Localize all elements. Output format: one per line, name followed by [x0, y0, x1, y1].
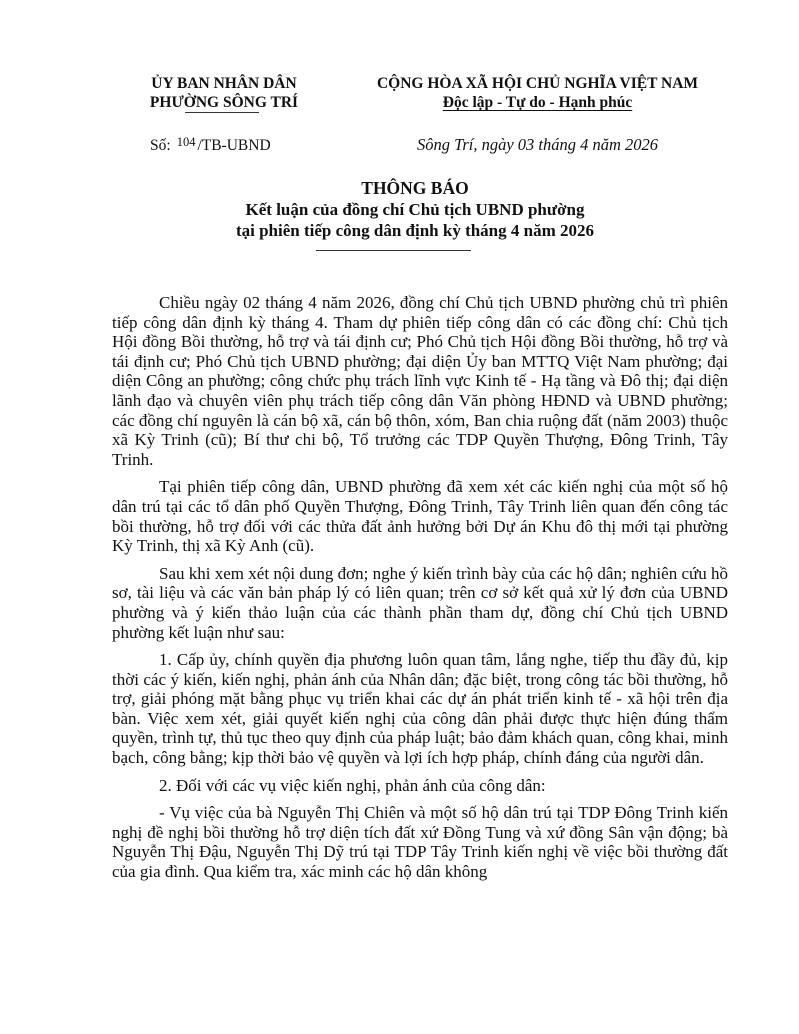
- agency-underline: [185, 112, 259, 113]
- title-line-3: tại phiên tiếp công dân định kỳ tháng 4 năm 2026: [235, 221, 595, 240]
- nation-motto: Độc lập - Tự do - Hạnh phúc: [442, 94, 633, 111]
- title-line-2: Kết luận của đồng chí Chủ tịch UBND phường: [245, 200, 585, 219]
- issuing-agency: [118, 74, 330, 112]
- title-underline: [316, 250, 471, 251]
- paragraph: Sau khi xem xét nội dung đơn; nghe ý kiến trình bày của các hộ dân; nghiên cứu hồ sơ, tài liệu và các văn bản pháp lý có liên quan; trên cơ sở kết quả xử lý đơn của UBND phường và ý kiến thảo luận của các thành phần tham dự, đồng chí Chủ tịch UBND phường kết luận như sau:: [112, 563, 728, 642]
- document-body: [112, 293, 728, 890]
- nation-title: CỘNG HÒA XÃ HỘI CHỦ NGHĨA VIỆT NAM: [376, 75, 699, 92]
- number-suffix: /TB-UBND: [197, 137, 271, 154]
- number-value: 104: [176, 135, 196, 149]
- document-number: [150, 135, 271, 155]
- document-title: [100, 178, 730, 241]
- agency-line-2: PHƯỜNG SÔNG TRÍ: [149, 94, 299, 111]
- national-header: [345, 74, 730, 112]
- place-date: Sông Trí, ngày 03 tháng 4 năm 2026: [416, 135, 659, 154]
- paragraph: 1. Cấp ủy, chính quyền địa phương luôn quan tâm, lắng nghe, tiếp thu đầy đủ, kịp thời các ý kiến, kiến nghị, phản ánh của Nhân dân; đặc biệt, trong công tác bồi thường, hỗ trợ, giải phóng mặt bằng phục vụ triển khai các dự án phát triển kinh tế - xã hội trên địa bàn. Việc xem xét, giải quyết kiến nghị của công dân phải được thực hiện đúng thẩm quyền, trình tự, thủ tục theo quy định của pháp luật; bảo đảm khách quan, công khai, minh bạch, công bằng; kịp thời bảo vệ quyền và lợi ích hợp pháp, chính đáng của người dân.: [112, 650, 728, 768]
- paragraph: - Vụ việc của bà Nguyễn Thị Chiên và một số hộ dân trú tại TDP Đông Trinh kiến nghị đề nghị bồi thường hỗ trợ diện tích đất xứ Đồng Tung và xứ đồng Sân vận động; bà Nguyễn Thị Đậu, Nguyễn Thị Dỹ trú tại TDP Tây Trinh kiến nghị về việc bồi thường đất của gia đình. Qua kiểm tra, xác minh các hộ dân không: [112, 803, 728, 882]
- number-label: Số:: [150, 137, 171, 154]
- paragraph: 2. Đối với các vụ việc kiến nghị, phản ánh của công dân:: [159, 775, 546, 795]
- paragraph: Tại phiên tiếp công dân, UBND phường đã xem xét các kiến nghị của một số hộ dân trú tại các tổ dân phố Quyền Thượng, Đông Trinh, Tây Trinh liên quan đến công tác bồi thường, hỗ trợ đối với các thửa đất ảnh hưởng bởi Dự án Khu đô thị mới tại phường Kỳ Trinh, thị xã Kỳ Anh (cũ).: [112, 477, 728, 556]
- title-main: THÔNG BÁO: [361, 178, 469, 198]
- agency-line-1: ỦY BAN NHÂN DÂN: [151, 75, 297, 92]
- paragraph: Chiều ngày 02 tháng 4 năm 2026, đồng chí Chủ tịch UBND phường chủ trì phiên tiếp công dân định kỳ tháng 4. Tham dự phiên tiếp công dân có các đồng chí: Chủ tịch Hội đồng Bồi thường, hỗ trợ và tái định cư; Phó Chủ tịch Hội đồng Bồi thường, hỗ trợ và tái định cư; Phó Chủ tịch UBND phường; đại diện Ủy ban MTTQ Việt Nam phường; đại diện Công an phường; công chức phụ trách lĩnh vực Kinh tế - Hạ tầng và Đô thị; đại diện lãnh đạo và chuyên viên phụ trách tiếp công dân Văn phòng HĐND và UBND phường; các đồng chí nguyên là cán bộ xã, cán bộ thôn, xóm, Ban chia ruộng đất (năm 2003) thuộc xã Kỳ Trinh (cũ); Bí thư chi bộ, Tổ trưởng các TDP Quyền Thượng, Đông Trinh, Tây Trinh.: [112, 293, 728, 469]
